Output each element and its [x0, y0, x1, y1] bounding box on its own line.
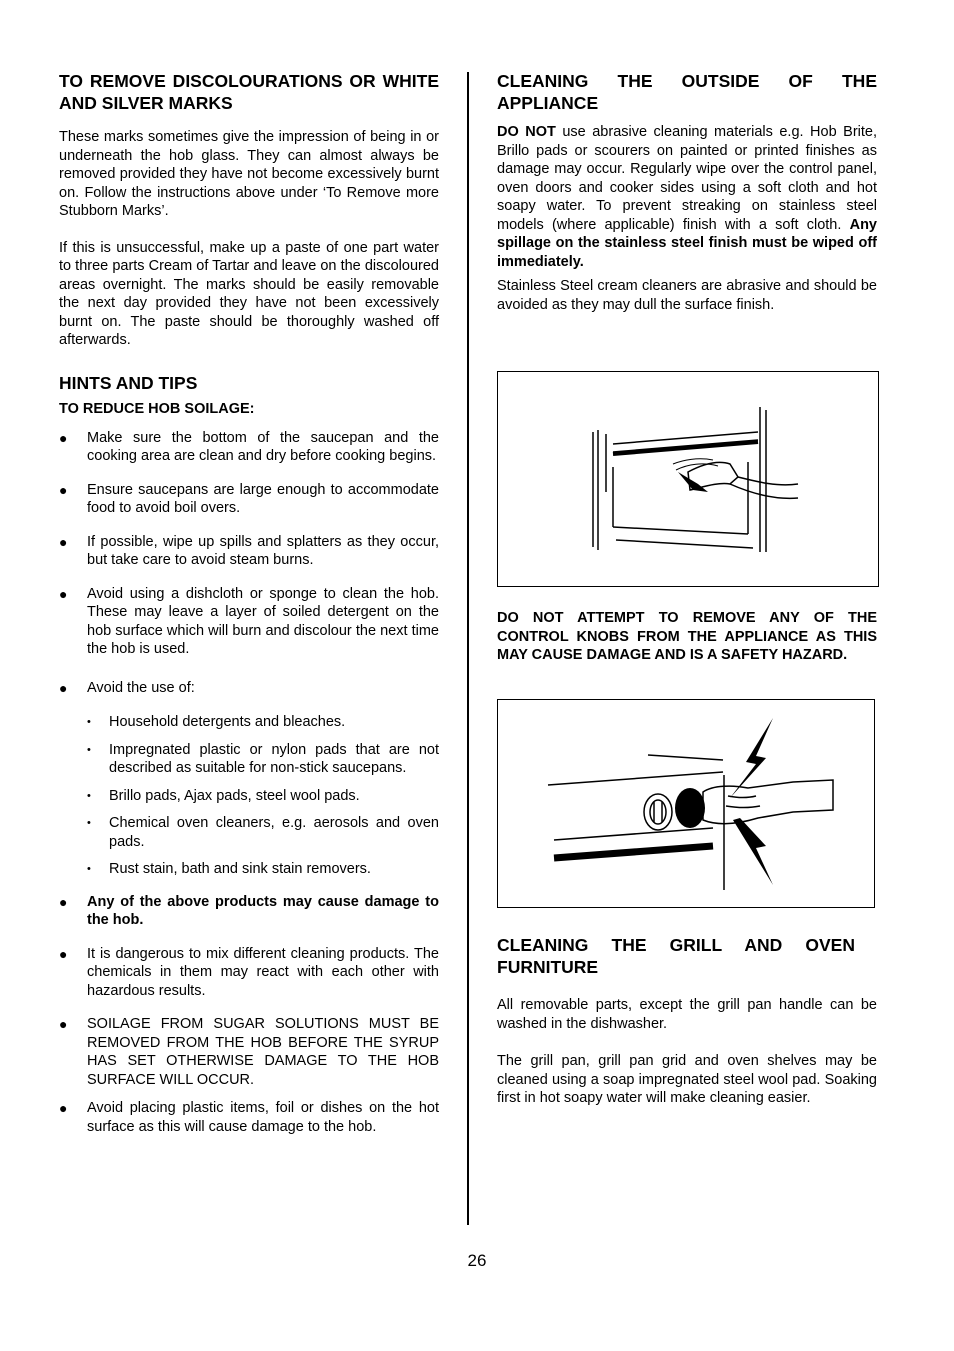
- para-discolourations-1: These marks sometimes give the impression of being in or underneath the hob glass. They can almost always be removed provided they have not become excessively burnt on. Follow the instructions above under ‘To Remove more Stubborn Marks’.: [59, 129, 439, 219]
- sub-list-item: [87, 814, 439, 851]
- sub-bullet-text: Household detergents and bleaches.: [109, 714, 346, 730]
- bullet-icon: ●: [59, 481, 68, 498]
- sub-bullet-text: Rust stain, bath and sink stain removers.: [109, 861, 371, 877]
- list-item: [59, 945, 439, 1001]
- bullet-icon: ●: [59, 893, 68, 910]
- subheading-reduce-soilage: TO REDUCE HOB SOILAGE:: [59, 400, 255, 417]
- figure-wiping-oven-door: [497, 371, 879, 587]
- sub-bullet-text: Chemical oven cleaners, e.g. aerosols and oven pads.: [109, 815, 439, 850]
- sub-bullet-icon: •: [87, 863, 91, 875]
- column-divider: [467, 72, 469, 1225]
- list-item: [59, 481, 439, 518]
- spillage-warning: Any spillage on the stainless steel finish must be wiped off immediately.: [497, 216, 877, 270]
- para-cleaning-grill-1: All removable parts, except the grill pan handle can be washed in the dishwasher.: [497, 997, 877, 1032]
- para-cleaning-outside-1: [497, 123, 877, 271]
- left-column: [59, 70, 439, 1136]
- bullet-text: Avoid placing plastic items, foil or dishes on the hot surface as this will cause damage to the hob.: [87, 1100, 439, 1135]
- para-discolourations-2: If this is unsuccessful, make up a paste of one part water to three parts Cream of Tartar and leave on the discoloured areas overnight. The marks should be easily removable the next day provided they have not been excessively burnt on. The paste should be thoroughly washed off afterwards.: [59, 239, 439, 348]
- wiping-illustration: [498, 372, 878, 586]
- right-column: [497, 70, 877, 314]
- knob-warning-illustration: [498, 700, 874, 907]
- sub-bullet-icon: •: [87, 789, 91, 802]
- sub-list-item: [87, 713, 439, 732]
- sub-bullet-icon: •: [87, 743, 91, 756]
- bullet-icon: ●: [59, 1016, 68, 1032]
- heading-discolourations: TO REMOVE DISCOLOURATIONS OR WHITE AND SILVER MARKS: [59, 71, 439, 113]
- list-item: [59, 1099, 439, 1136]
- sub-list-item: [87, 741, 439, 778]
- sub-bullet-icon: •: [87, 716, 91, 728]
- sub-list-item: [87, 860, 439, 879]
- bullet-text: If possible, wipe up spills and splatters as they occur, but take care to avoid steam burns.: [87, 533, 439, 568]
- page-number: 26: [467, 1251, 487, 1270]
- heading-cleaning-grill: CLEANING THE GRILL AND OVEN FURNITURE: [497, 935, 855, 977]
- bullet-text: Avoid the use of:: [87, 679, 195, 696]
- bullet-icon: ●: [59, 585, 68, 602]
- bullet-icon: ●: [59, 679, 68, 696]
- do-not-label: DO NOT: [497, 124, 556, 140]
- bullet-text: SOILAGE FROM SUGAR SOLUTIONS MUST BE REMOVED FROM THE HOB BEFORE THE SYRUP HAS SET OTHERWISE DAMAGE TO THE HOB SURFACE WILL OCCUR.: [87, 1016, 439, 1088]
- bullet-icon: ●: [59, 533, 68, 550]
- bullet-icon: ●: [59, 429, 68, 446]
- list-item-warning: [59, 893, 439, 930]
- figure-control-knob-warning: [497, 699, 875, 908]
- sub-bullet-icon: •: [87, 817, 91, 829]
- bullet-text: Any of the above products may cause damage to the hob.: [87, 893, 439, 928]
- para-cleaning-grill-2: The grill pan, grill pan grid and oven shelves may be cleaned using a soap impregnated steel wool pad. Soaking first in hot soapy water will make cleaning easier.: [497, 1053, 877, 1106]
- list-item: [59, 585, 439, 659]
- list-item: [59, 429, 439, 466]
- heading-hints-and-tips: HINTS AND TIPS: [59, 372, 198, 393]
- list-item: [59, 533, 439, 570]
- sub-bullet-text: Impregnated plastic or nylon pads that are not described as suitable for non-stick saucepans.: [109, 741, 439, 776]
- bullet-icon: ●: [59, 1100, 68, 1116]
- bullet-text: Make sure the bottom of the saucepan and the cooking area are clean and dry before cooking begins.: [87, 429, 439, 464]
- sub-bullet-text: Brillo pads, Ajax pads, steel wool pads.: [109, 787, 360, 804]
- sub-list-item: [87, 787, 439, 806]
- para-body: use abrasive cleaning materials e.g. Hob Brite, Brillo pads or scourers on painted or printed finishes as damage may occur. Regularly wipe over the control panel, oven doors and cooker sides using a soft cloth and hot soapy water. To prevent streaking on stainless steel models (where applicable) finish with a soft cloth.: [497, 124, 877, 233]
- para-cleaning-outside-2: Stainless Steel cream cleaners are abrasive and should be avoided as they may dull the surface finish.: [497, 278, 877, 313]
- list-item: [59, 679, 439, 698]
- bullet-text: Avoid using a dishcloth or sponge to clean the hob. These may leave a layer of soiled detergent on the hob surface which will burn and discolour the next time the hob is used.: [87, 585, 439, 657]
- list-item: [59, 1015, 439, 1089]
- heading-cleaning-outside: CLEANING THE OUTSIDE OF THE APPLIANCE: [497, 71, 877, 113]
- bullet-text: Ensure saucepans are large enough to accommodate food to avoid boil overs.: [87, 481, 439, 516]
- warning-control-knobs: DO NOT ATTEMPT TO REMOVE ANY OF THE CONTROL KNOBS FROM THE APPLIANCE AS THIS MAY CAUSE DAMAGE AND IS A SAFETY HAZARD.: [497, 610, 877, 663]
- bullet-icon: ●: [59, 945, 68, 962]
- bullet-text: It is dangerous to mix different cleaning products. The chemicals in them may react with each other with hazardous results.: [87, 945, 439, 999]
